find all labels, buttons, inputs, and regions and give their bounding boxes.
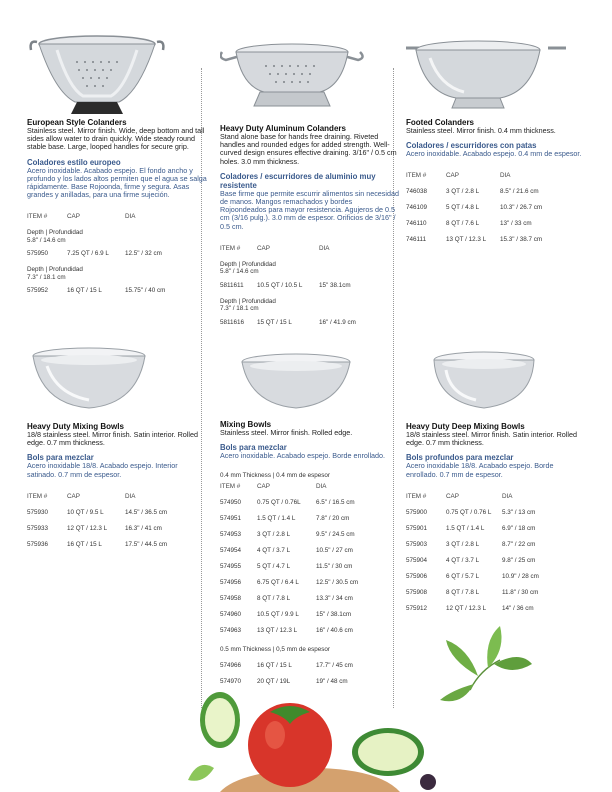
product-description: Stainless steel. Mirror finish. Rolled edge. [220, 428, 353, 437]
table-row [220, 547, 400, 554]
item-number: 746110 [406, 220, 427, 228]
item-number: 575901 [406, 524, 428, 532]
deep-bowl-image [406, 348, 586, 422]
item-number: 575900 [406, 508, 428, 516]
table-header: ITEM # CAP DIA [220, 483, 327, 491]
table-row [220, 563, 400, 570]
item-number: 575904 [406, 556, 428, 564]
table-header: ITEM # CAP DIA [406, 492, 513, 500]
product-description: Stainless steel. Mirror finish. Wide, deep bottom and tall sides allow water to drain quickly. Wide steady round stable base. Large, looped handles for secure grip. [27, 126, 205, 152]
product-title: Heavy Duty Mixing Bowls [27, 422, 124, 431]
capacity: 4 QT / 3.7 L [257, 547, 291, 555]
capacity: 13 QT / 12.3 L [446, 236, 487, 244]
product-heavy-duty-mixing-bowls [27, 342, 207, 548]
depth-label: Depth | Profundidad 5.8" / 14.6 cm [27, 229, 83, 244]
table-row [406, 525, 586, 532]
table-row [220, 531, 400, 538]
diameter: 15.3" / 38.7 cm [500, 236, 543, 244]
product-title: Mixing Bowls [220, 420, 272, 429]
capacity: 10.5 QT / 9.9 L [257, 611, 299, 619]
diameter: 19" / 48 cm [316, 678, 348, 686]
item-number: 574960 [220, 611, 242, 619]
capacity: 1.5 QT / 1.4 L [257, 515, 296, 523]
product-description: Stand alone base for hands free draining. Riveted handles and rounded edges for added strength. Well-curved design ensures effective draining. 3/16" / 0.5 cm holes. 3.0 mm thickness. [220, 132, 397, 166]
capacity: 3 QT / 2.8 L [446, 188, 480, 196]
item-number: 574966 [220, 662, 242, 670]
capacity: 16 QT / 15 L [67, 540, 102, 548]
depth-label: Depth | Profundidad 5.8" / 14.6 cm [220, 260, 276, 276]
capacity: 1.5 QT / 1.4 L [446, 524, 485, 532]
capacity: 3 QT / 2.8 L [257, 531, 291, 539]
table-row [220, 611, 400, 618]
tomato-icon [248, 703, 332, 787]
product-title: European Style Colanders [27, 118, 127, 127]
item-number: 574951 [220, 515, 242, 523]
diameter: 8.7" / 22 cm [502, 540, 536, 548]
product-description-spanish: Acero inoxidable 18/8. Acabado espejo. Interior satinado. 0.7 mm de espesor. [27, 461, 178, 479]
table-header: ITEM # CAP DIA [27, 492, 136, 500]
product-title-spanish: Bols para mezclar [220, 443, 287, 453]
capacity: 0.75 QT / 0.76 L [446, 508, 492, 516]
item-number: 575908 [406, 588, 428, 596]
capacity: 6 QT / 5.7 L [446, 572, 480, 580]
diameter: 6.9" / 18 cm [502, 524, 536, 532]
product-mixing-bowls [220, 348, 400, 685]
item-number: 575903 [406, 540, 428, 548]
diameter: 17.7" / 45 cm [316, 662, 353, 670]
product-aluminum-colanders [220, 36, 400, 326]
table-row [220, 579, 400, 586]
product-footed-colanders [406, 36, 586, 243]
table-row [406, 557, 586, 564]
table-body [220, 662, 400, 685]
cucumber-slice-icon [352, 728, 424, 776]
product-description: 18/8 stainless steel. Mirror finish. Satin interior. Rolled edge. 0.7 mm thickness. [406, 430, 577, 448]
table-header: ITEM # CAP DIA [406, 172, 511, 180]
diameter: 6.5" / 16.5 cm [316, 499, 355, 507]
aluminum-colander-image [220, 36, 400, 124]
diameter: 9.8" / 25 cm [502, 556, 536, 564]
depth-label: Depth | Profundidad 7.3" / 18.1 cm [27, 266, 83, 281]
table-row [220, 595, 400, 602]
table-row [406, 220, 586, 227]
product-title: Footed Colanders [406, 118, 475, 127]
product-title: Heavy Duty Aluminum Colanders [220, 124, 346, 133]
table-body [406, 509, 586, 612]
product-description-spanish: Acero inoxidable. Acabado espejo. Borde enrollado. [220, 451, 386, 461]
table-row [27, 541, 207, 548]
item-number: 746038 [406, 188, 428, 196]
product-description-spanish: Base firme que permite escurrir alimentos sin necesidad de manos. Mangos remachados y bordes Rojoondeados para mayor resistencia. Agujeros de 0.5 cm (3/16 pulg.). 3.0 mm de espesor. Orificios de 3/16" / 0.5 cm. [220, 188, 399, 231]
table-row [406, 204, 586, 211]
item-number: 574953 [220, 531, 242, 539]
diameter: 17.5" / 44.5 cm [125, 540, 168, 548]
capacity: 20 QT / 19L [257, 678, 291, 686]
capacity: 12 QT / 12.3 L [67, 524, 108, 532]
table-row: 5811611 10.5 QT / 10.5 L 15" 38.1cm [220, 281, 351, 289]
capacity: 5 QT / 4.8 L [446, 204, 480, 212]
capacity: 5 QT / 4.7 L [257, 563, 291, 571]
table-row [220, 499, 400, 506]
table-row [27, 509, 207, 516]
diameter: 13" / 33 cm [500, 220, 532, 228]
product-title-spanish: Bols profundos para mezclar [406, 453, 514, 463]
diameter: 11.8" / 30 cm [502, 588, 539, 596]
diameter: 12.5" / 30.5 cm [316, 579, 359, 587]
item-number: 574958 [220, 595, 242, 603]
table-row [27, 525, 207, 532]
item-number: 574970 [220, 678, 242, 686]
table-header: ITEM # CAP DIA [220, 244, 330, 252]
item-number: 746109 [406, 204, 428, 212]
capacity: 8 QT / 7.8 L [257, 595, 291, 603]
table-row: 5811616 15 QT / 15 L 16" / 41.9 cm [220, 318, 356, 326]
herb-leaf-icon [440, 626, 532, 701]
table-row [220, 627, 400, 634]
capacity: 13 QT / 12.3 L [257, 627, 298, 635]
capacity: 4 QT / 3.7 L [446, 556, 480, 564]
product-title-spanish: Bols para mezclar [27, 453, 94, 463]
capacity: 12 QT / 12.3 L [446, 604, 487, 612]
table-row [220, 678, 400, 685]
table-row [406, 589, 586, 596]
item-number: 575912 [406, 604, 428, 612]
bowl-image [220, 348, 400, 420]
table-body [27, 509, 207, 548]
table-row: 575952 16 QT / 15 L 15.75" / 40 cm [27, 287, 166, 295]
diameter: 10.9" / 28 cm [502, 572, 539, 580]
cucumber-slice-icon [200, 692, 240, 748]
product-description-spanish: Acero inoxidable 18/8. Acabado espejo. Borde enrollado. 0.7 mm de espesor. [406, 461, 554, 479]
diameter: 14" / 36 cm [502, 604, 534, 612]
diameter: 11.5" / 30 cm [316, 563, 353, 571]
diameter: 15" / 38.1cm [316, 611, 352, 619]
product-description-spanish: Acero inoxidable. Acabado espejo. El fondo ancho y profundo y los lados altos permiten que el agua se salga rápidamente. Base Rojoonda, firme y segura. Asas grandes y anilladas, para una firme sujeción. [27, 165, 207, 200]
table-header: ITEM # CAP DIA [27, 213, 136, 221]
table-row: 575950 7.25 QT / 6.9 L 12.5" / 32 cm [27, 250, 162, 258]
item-number: 574954 [220, 547, 242, 555]
diameter: 8.5" / 21.6 cm [500, 188, 539, 196]
diameter: 10.3" / 26.7 cm [500, 204, 543, 212]
item-number: 574963 [220, 627, 242, 635]
diameter: 16" / 40.6 cm [316, 627, 353, 635]
table-body [406, 188, 586, 243]
table-row [406, 188, 586, 195]
item-number: 574950 [220, 499, 242, 507]
diameter: 10.5" / 27 cm [316, 547, 353, 555]
diameter: 13.3" / 34 cm [316, 595, 353, 603]
diameter: 7.8" / 20 cm [316, 515, 350, 523]
item-number: 746111 [406, 236, 427, 244]
diameter: 9.5" / 24.5 cm [316, 531, 355, 539]
table-body [220, 499, 400, 634]
product-title-spanish: Coladores / escurridores con patas [406, 141, 537, 151]
thickness-note: 0.4 mm Thickness | 0.4 mm de espesor [220, 472, 331, 480]
depth-label: Depth | Profundidad 7.3" / 18.1 cm [220, 297, 276, 313]
capacity: 10 QT / 9.5 L [67, 508, 104, 516]
item-number: 574956 [220, 579, 242, 587]
item-number: 575936 [27, 540, 49, 548]
table-row [406, 541, 586, 548]
item-number: 575930 [27, 508, 49, 516]
diameter: 14.5" / 36.5 cm [125, 508, 168, 516]
capacity: 16 QT / 15 L [257, 662, 292, 670]
diameter: 16.3" / 41 cm [125, 524, 162, 532]
item-number: 575906 [406, 572, 428, 580]
product-european-colanders [27, 30, 207, 294]
thickness-note: 0.5 mm Thickness | 0,5 mm de espesor [220, 646, 331, 654]
colander-image [27, 30, 207, 118]
table-row [406, 573, 586, 580]
table-row [220, 515, 400, 522]
product-title: Heavy Duty Deep Mixing Bowls [406, 422, 525, 431]
bowl-image [27, 342, 207, 422]
product-title-spanish: Coladores / escurridores de aluminio muy resistente [220, 171, 376, 190]
table-row [406, 605, 586, 612]
capacity: 8 QT / 7.6 L [446, 220, 480, 228]
product-description-spanish: Acero inoxidable. Acabado espejo. 0.4 mm de espesor. [406, 149, 582, 159]
table-row [406, 509, 586, 516]
capacity: 3 QT / 2.8 L [446, 540, 480, 548]
item-number: 574955 [220, 563, 242, 571]
product-deep-mixing-bowls [406, 348, 586, 612]
product-title-spanish: Coladores estilo europeo [27, 157, 121, 167]
product-description: Stainless steel. Mirror finish. 0.4 mm thickness. [406, 126, 556, 135]
footed-colander-image [406, 36, 586, 118]
product-description: 18/8 stainless steel. Mirror finish. Satin interior. Rolled edge. 0.7 mm thickness. [27, 430, 198, 448]
capacity: 0.75 QT / 0.76L [257, 499, 301, 507]
table-row [220, 662, 400, 669]
capacity: 6.75 QT / 6.4 L [257, 579, 299, 587]
table-row [406, 236, 586, 243]
diameter: 5.3" / 13 cm [502, 508, 536, 516]
capacity: 8 QT / 7.8 L [446, 588, 480, 596]
item-number: 575933 [27, 524, 49, 532]
